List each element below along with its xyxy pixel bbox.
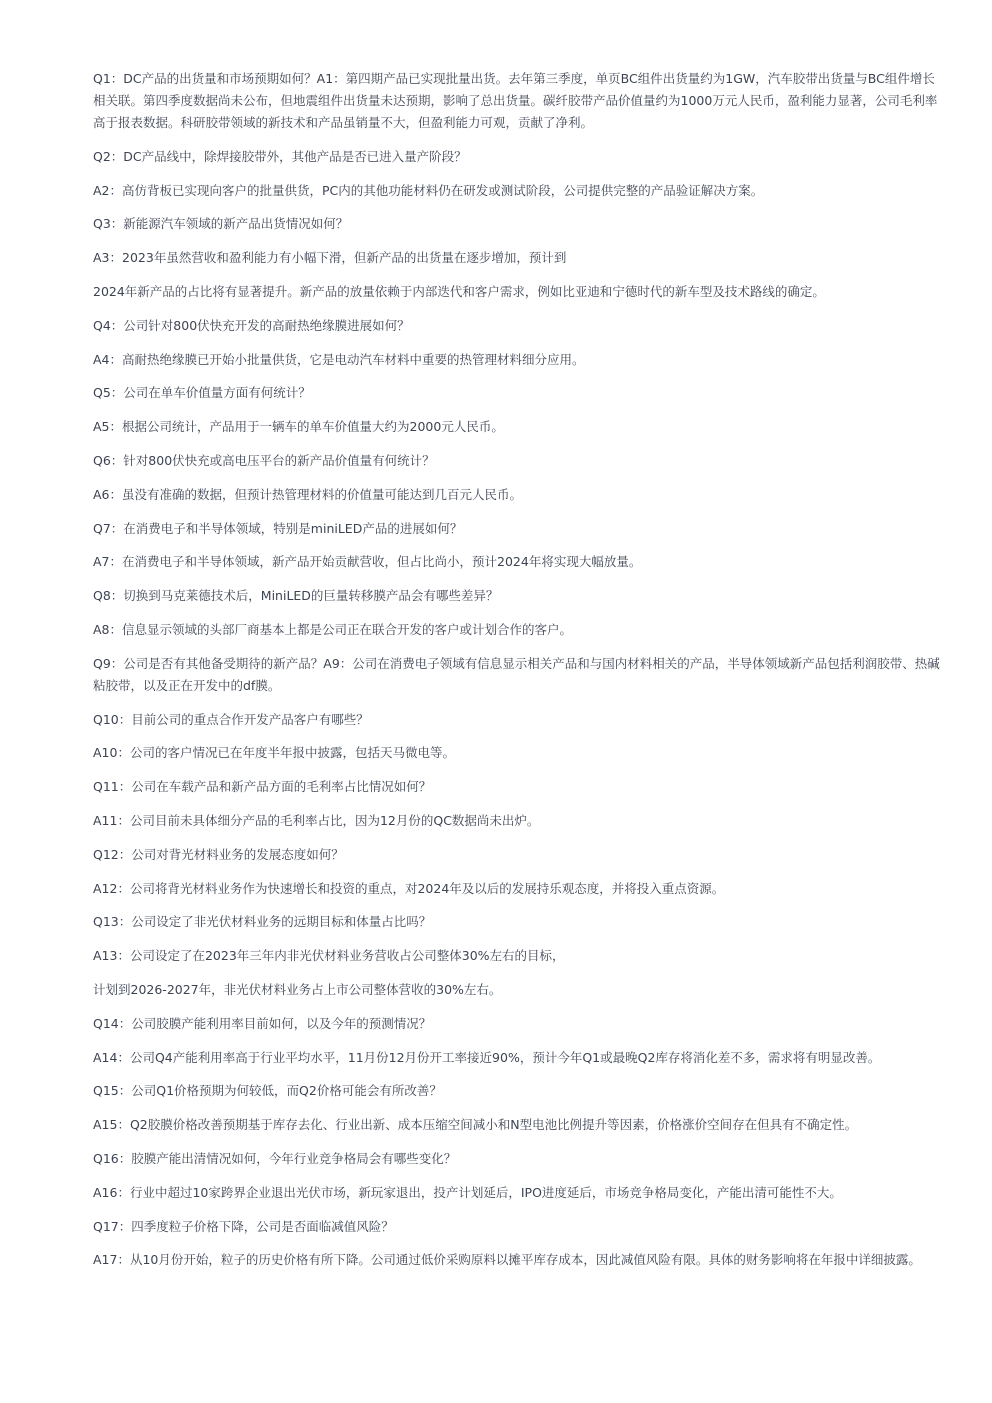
a11-answer: A11：公司目前未具体细分产品的毛利率占比，因为12月份的QC数据尚未出炉。 [93,812,540,828]
a13-answer-part2: 计划到2026-2027年，非光伏材料业务占上市公司整体营收的30%左右。 [93,981,502,997]
q12-question: Q12：公司对背光材料业务的发展态度如何？ [93,846,344,862]
a14-answer: A14：公司Q4产能利用率高于行业平均水平，11月份12月份开工率接近90%，预计今年Q1或最晚Q2库存将消化差不多，需求将有明显改善。 [93,1049,881,1065]
a10-answer: A10：公司的客户情况已在年度半年报中披露，包括天马微电等。 [93,745,455,761]
q8-question: Q8：切换到马克莱德技术后，MiniLED的巨量转移膜产品会有哪些差异？ [93,588,499,604]
q16-question: Q16：胶膜产能出清情况如何，今年行业竞争格局会有哪些变化？ [93,1150,457,1166]
qa-content [93,68,943,1283]
q3-question: Q3：新能源汽车领域的新产品出货情况如何？ [93,216,349,232]
a3-answer-part1: A3：2023年虽然营收和盈利能力有小幅下滑，但新产品的出货量在逐步增加，预计到 [93,250,567,266]
a5-answer: A5：根据公司统计，产品用于一辆车的单车价值量大约为2000元人民币。 [93,419,504,435]
a8-answer: A8：信息显示领域的头部厂商基本上都是公司正在联合开发的客户或计划合作的客户。 [93,621,573,637]
q9-a9-paragraph: Q9：公司是否有其他备受期待的新产品？A9：公司在消费电子领域有信息显示相关产品和与国内材料相关的产品，半导体领域新产品包括利润胶带、热碱粘胶带，以及正在开发中的df膜。 [93,655,940,693]
q15-question: Q15：公司Q1价格预期为何较低，而Q2价格可能会有所改善？ [93,1083,442,1099]
a12-answer: A12：公司将背光材料业务作为快速增长和投资的重点，对2024年及以后的发展持乐观态度，并将投入重点资源。 [93,880,725,896]
q10-question: Q10：目前公司的重点合作开发产品客户有哪些？ [93,711,369,727]
a6-answer: A6：虽没有准确的数据，但预计热管理材料的价值量可能达到几百元人民币。 [93,486,523,502]
a15-answer: A15：Q2胶膜价格改善预期基于库存去化、行业出新、成本压缩空间减小和N型电池比例提升等因素，价格涨价空间存在但具有不确定性。 [93,1117,858,1133]
q13-question: Q13：公司设定了非光伏材料业务的远期目标和体量占比吗？ [93,914,432,930]
q17-question: Q17：四季度粒子价格下降，公司是否面临减值风险？ [93,1218,394,1234]
a3-answer-part2: 2024年新产品的占比将有显著提升。新产品的放量依赖于内部迭代和客户需求，例如比亚迪和宁德时代的新车型及技术路线的确定。 [93,283,825,299]
a13-answer-part1: A13：公司设定了在2023年三年内非光伏材料业务营收占公司整体30%左右的目标， [93,948,565,964]
q2-question: Q2：DC产品线中，除焊接胶带外，其他产品是否已进入量产阶段？ [93,148,467,164]
q7-question: Q7：在消费电子和半导体领域，特别是miniLED产品的进展如何？ [93,520,463,536]
q11-question: Q11：公司在车载产品和新产品方面的毛利率占比情况如何？ [93,779,432,795]
a4-answer: A4：高耐热绝缘膜已开始小批量供货，它是电动汽车材料中重要的热管理材料细分应用。 [93,351,585,367]
q5-question: Q5：公司在单车价值量方面有何统计？ [93,385,311,401]
q4-question: Q4：公司针对800伏快充开发的高耐热绝缘膜进展如何？ [93,317,410,333]
a2-answer: A2：高仿背板已实现向客户的批量供货，PC内的其他功能材料仍在研发或测试阶段，公司提供完整的产品验证解决方案。 [93,182,764,198]
q6-question: Q6：针对800伏快充或高电压平台的新产品价值量有何统计？ [93,452,435,468]
a16-answer: A16：行业中超过10家跨界企业退出光伏市场，新玩家退出，投产计划延后，IPO进度延后，市场竞争格局变化，产能出清可能性不大。 [93,1184,842,1200]
q1-a1-paragraph: Q1：DC产品的出货量和市场预期如何？A1：第四期产品已实现批量出货。去年第三季度，单页BC组件出货量约为1GW，汽车胶带出货量与BC组件增长相关联。第四季度数据尚未公布，但地震组件出货量未达预期，影响了总出货量。碳纤胶带产品价值量约为1000万元人民币，盈利能力显著，公司毛利率高于报表数据。科研胶带领域的新技术和产品虽销量不大，但盈利能力可观，贡献了净利。 [93,71,938,130]
q14-question: Q14：公司胶膜产能利用率目前如何，以及今年的预测情况？ [93,1015,432,1031]
a17-answer: A17：从10月份开始，粒子的历史价格有所下降。公司通过低价采购原料以摊平库存成本，因此减值风险有限。具体的财务影响将在年报中详细披露。 [93,1252,921,1268]
a7-answer: A7：在消费电子和半导体领域，新产品开始贡献营收，但占比尚小，预计2024年将实现大幅放量。 [93,554,642,570]
